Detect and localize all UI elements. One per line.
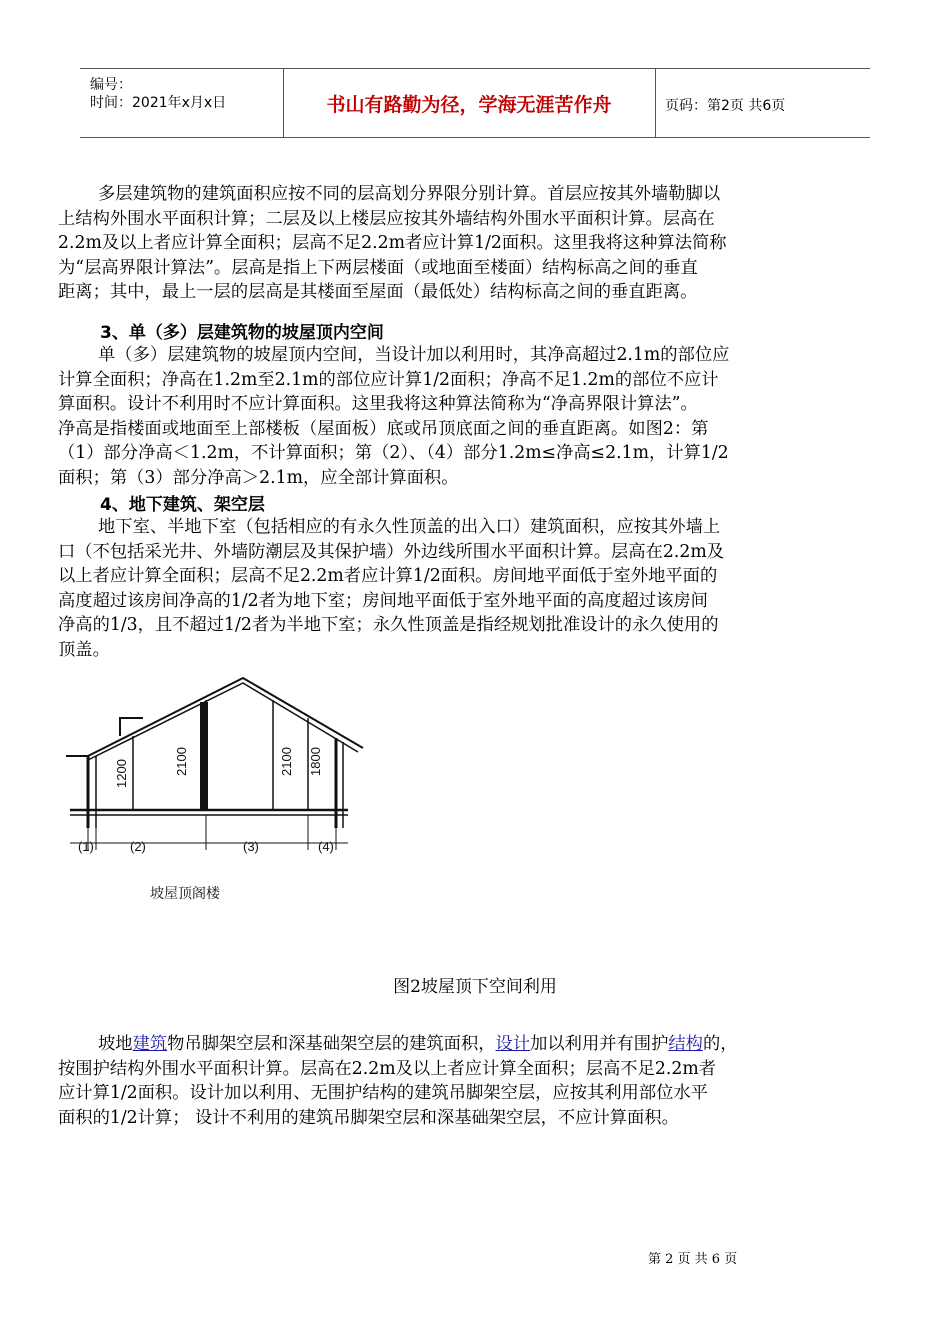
section-heading-4: 4、地下建筑、架空层: [100, 495, 265, 515]
section-heading-3: 3、单（多）层建筑物的坡屋顶内空间: [100, 323, 384, 343]
text-line: 顶盖。: [58, 639, 110, 660]
figure-label: 坡屋顶阁楼: [150, 885, 220, 901]
header-left-cell: [80, 69, 284, 137]
part-label: (1): [78, 839, 94, 854]
text-line: 地下室、半地下室（包括相应的有永久性顶盖的出入口）建筑面积，应按其外墙上: [98, 517, 721, 537]
dim-label: 1800: [308, 747, 323, 776]
roof-line: [66, 678, 363, 756]
header-motto: 书山有路勤为径，学海无涯苦作舟: [283, 69, 656, 137]
text-line: 净高是指楼面或地面至上部楼板（屋面板）底或吊顶底面之间的垂直距离。如图2：第: [58, 418, 709, 439]
text-line: 面积；第（3）部分净高＞2.1m，应全部计算面积。: [58, 467, 459, 488]
part-label: (2): [130, 839, 146, 854]
dim-label: 2100: [174, 747, 189, 776]
text-line: 应计算1/2面积。设计加以利用、无围护结构的建筑吊脚架空层，应按其利用部位水平: [58, 1083, 708, 1103]
text-run: 的，: [702, 1034, 738, 1054]
part-label: (3): [243, 839, 259, 854]
page-label: 页码：第2页 共6页: [665, 98, 786, 114]
link-jianzhu[interactable]: 建筑: [132, 1034, 168, 1054]
text-line: 上结构外围水平面积计算；二层及以上楼层应按其外墙结构外围水平面积计算。层高在: [58, 208, 715, 229]
text-line: 以上者应计算全面积；层高不足2.2m者应计算1/2面积。房间地平面低于室外地平面的: [58, 566, 718, 586]
dim-label: 2100: [279, 747, 294, 776]
part-label: (4): [318, 839, 334, 854]
text-line: 口（不包括采光井、外墙防潮层及其保护墙）外边线所围水平面积计算。层高在2.2m及: [58, 541, 724, 562]
paragraph-3: [58, 515, 888, 662]
attic-diagram-svg: [58, 668, 388, 918]
text-line: 高度超过该房间净高的1/2者为地下室；房间地平面低于室外地平面的高度超过该房间: [58, 590, 708, 611]
attic-diagram: [58, 668, 388, 918]
text-line: （1）部分净高＜1.2m，不计算面积；第（2）、（4）部分1.2m≤净高≤2.1m，计算1/2: [58, 443, 729, 463]
text-line: 单（多）层建筑物的坡屋顶内空间，当设计加以利用时，其净高超过2.1m的部位应: [98, 345, 730, 365]
text-line: 净高的1/3，且不超过1/2者为半地下室；永久性顶盖是指经规划批准设计的永久使用的: [58, 615, 719, 635]
text-line: 距离；其中，最上一层的层高是其楼面至屋面（最低处）结构标高之间的垂直距离。: [58, 282, 698, 302]
text-line: [58, 1032, 888, 1057]
link-sheji[interactable]: 设计: [495, 1034, 531, 1054]
text-line: 面积的1/2计算； 设计不利用的建筑吊脚架空层和深基础架空层，不应计算面积。: [58, 1107, 679, 1128]
text-run: 加以利用并有围护: [530, 1034, 669, 1054]
text-line: 为“层高界限计算法”。层高是指上下两层楼面（或地面至楼面）结构标高之间的垂直: [58, 257, 698, 278]
time-label: 时间：2021年x月x日: [90, 95, 227, 111]
text-line: 按围护结构外围水平面积计算。层高在2.2m及以上者应计算全面积；层高不足2.2m者: [58, 1058, 717, 1079]
paragraph-4: [58, 1032, 888, 1130]
text-line: 2.2m及以上者应计算全面积；层高不足2.2m者应计算1/2面积。这里我将这种算法简称: [58, 233, 727, 253]
text-line: 多层建筑物的建筑面积应按不同的层高划分界限分别计算。首层应按其外墙勒脚以: [98, 184, 721, 204]
paragraph-1: [58, 182, 888, 305]
page-footer: 第 2 页 共 6 页: [648, 1252, 738, 1267]
text-run: 坡地: [98, 1034, 133, 1054]
code-label: 编号：: [90, 77, 132, 93]
paragraph-2: [58, 343, 888, 490]
text-line: 计算全面积；净高在1.2m至2.1m的部位应计算1/2面积；净高不足1.2m的部位不应计: [58, 369, 719, 390]
column-left: [201, 703, 207, 810]
link-jiegou[interactable]: 结构: [668, 1034, 703, 1054]
text-line: 算面积。设计不利用时不应计算面积。这里我将这种算法简称为“净高界限计算法”。: [58, 394, 698, 414]
dim-label: 1200: [114, 759, 129, 788]
text-run: 物吊脚架空层和深基础架空层的建筑面积，: [167, 1034, 496, 1054]
figure-caption: 图2坡屋顶下空间利用: [393, 977, 557, 997]
page-header: [80, 68, 870, 138]
